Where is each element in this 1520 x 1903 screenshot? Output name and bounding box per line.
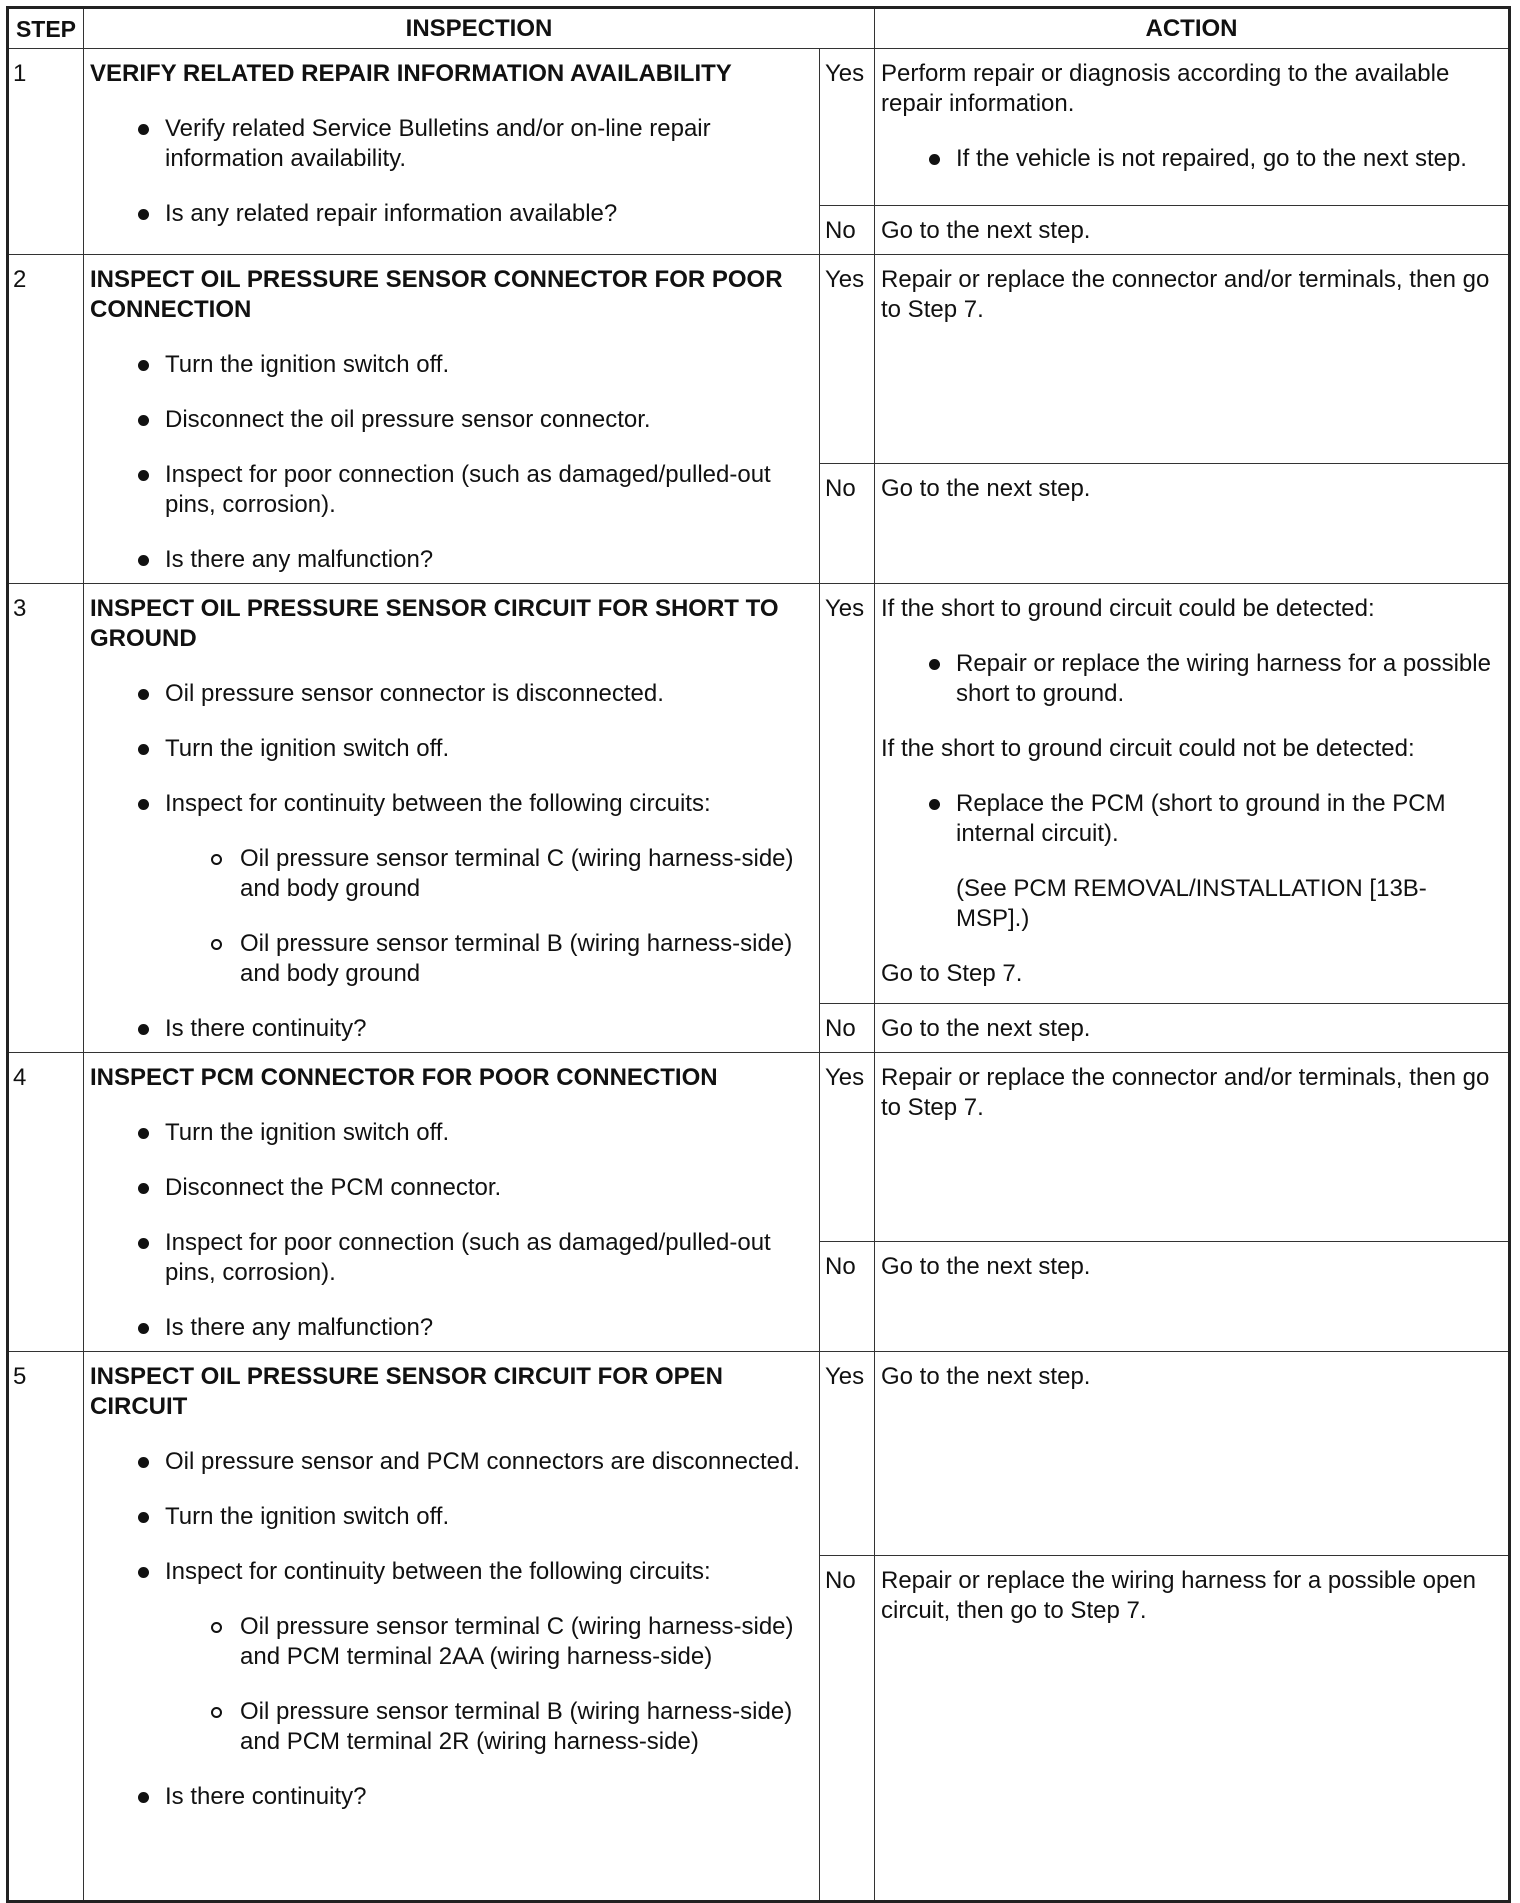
step-number: 1 xyxy=(8,49,84,255)
inspection-title: INSPECT OIL PRESSURE SENSOR CONNECTOR FOR POOR CONNECTION xyxy=(90,266,783,323)
inspection-bullet: Turn the ignition switch off. xyxy=(90,734,809,764)
inspection-question: Is there continuity? xyxy=(90,1014,809,1044)
step-header: STEP xyxy=(8,8,84,49)
inspection-question: Is there continuity? xyxy=(90,1782,809,1812)
inspection-bullet: Inspect for continuity between the following circuits: xyxy=(90,1557,809,1587)
yes-label: Yes xyxy=(820,584,875,1004)
yes-action xyxy=(875,584,1510,1004)
step-number: 3 xyxy=(8,584,84,1053)
step-1-yes-row xyxy=(8,49,1510,206)
yes-action: Repair or replace the connector and/or terminals, then go to Step 7. xyxy=(875,255,1510,464)
inspection-bullet: Oil pressure sensor connector is disconnected. xyxy=(90,679,809,709)
yes-action: Go to the next step. xyxy=(875,1352,1510,1556)
action-text: If the short to ground circuit could not be detected: xyxy=(881,735,1415,762)
yes-label: Yes xyxy=(820,1352,875,1556)
inspection-bullet: Inspect for poor connection (such as damaged/pulled-out pins, corrosion). xyxy=(90,460,809,520)
no-action: Repair or replace the wiring harness for a possible open circuit, then go to Step 7. xyxy=(875,1556,1510,1902)
inspection-bullet: Oil pressure sensor and PCM connectors are disconnected. xyxy=(90,1447,809,1477)
inspection-cell xyxy=(84,255,820,584)
header-row xyxy=(8,8,1510,49)
action-text: Perform repair or diagnosis according to the available repair information. xyxy=(881,60,1450,117)
step-number: 2 xyxy=(8,255,84,584)
step-5-yes-row xyxy=(8,1352,1510,1556)
no-action: Go to the next step. xyxy=(875,463,1510,583)
action-text: If the short to ground circuit could be detected: xyxy=(881,595,1375,622)
no-label: No xyxy=(820,1556,875,1902)
step-number: 4 xyxy=(8,1053,84,1352)
step-number: 5 xyxy=(8,1352,84,1902)
no-label: No xyxy=(820,463,875,583)
inspection-subbullet: Oil pressure sensor terminal B (wiring harness-side) and body ground xyxy=(90,929,809,989)
inspection-question: Is there any malfunction? xyxy=(90,1313,809,1343)
diagnostic-table xyxy=(6,6,1511,1903)
step-4-yes-row xyxy=(8,1053,1510,1242)
yes-label: Yes xyxy=(820,49,875,206)
yes-label: Yes xyxy=(820,255,875,464)
no-label: No xyxy=(820,206,875,255)
inspection-subbullet: Oil pressure sensor terminal C (wiring harness-side) and PCM terminal 2AA (wiring harness-side) xyxy=(90,1612,809,1672)
yes-action xyxy=(875,49,1510,206)
inspection-bullet: Turn the ignition switch off. xyxy=(90,1502,809,1532)
inspection-title: INSPECT OIL PRESSURE SENSOR CIRCUIT FOR SHORT TO GROUND xyxy=(90,595,779,652)
inspection-bullet: Turn the ignition switch off. xyxy=(90,350,809,380)
inspection-title: VERIFY RELATED REPAIR INFORMATION AVAILABILITY xyxy=(90,60,732,87)
inspection-bullet: Turn the ignition switch off. xyxy=(90,1118,809,1148)
no-action: Go to the next step. xyxy=(875,1241,1510,1351)
step-2-yes-row xyxy=(8,255,1510,464)
inspection-cell xyxy=(84,584,820,1053)
action-header: ACTION xyxy=(875,8,1510,49)
inspection-bullet: Verify related Service Bulletins and/or on-line repair information availability. xyxy=(90,114,809,174)
inspection-question: Is any related repair information available? xyxy=(90,199,809,229)
action-reference: (See PCM REMOVAL/INSTALLATION [13B-MSP].) xyxy=(956,875,1427,932)
inspection-cell xyxy=(84,1053,820,1352)
action-text: Go to Step 7. xyxy=(881,960,1023,987)
inspection-bullet: Inspect for continuity between the following circuits: xyxy=(90,789,809,819)
inspection-title: INSPECT OIL PRESSURE SENSOR CIRCUIT FOR OPEN CIRCUIT xyxy=(90,1363,723,1420)
step-3-yes-row xyxy=(8,584,1510,1004)
yes-label: Yes xyxy=(820,1053,875,1242)
no-label: No xyxy=(820,1004,875,1053)
yes-action: Repair or replace the connector and/or terminals, then go to Step 7. xyxy=(875,1053,1510,1242)
inspection-question: Is there any malfunction? xyxy=(90,545,809,575)
no-action: Go to the next step. xyxy=(875,206,1510,255)
inspection-subbullet: Oil pressure sensor terminal C (wiring harness-side) and body ground xyxy=(90,844,809,904)
inspection-bullet: Disconnect the PCM connector. xyxy=(90,1173,809,1203)
inspection-title: INSPECT PCM CONNECTOR FOR POOR CONNECTION xyxy=(90,1064,718,1091)
action-bullet: Repair or replace the wiring harness for a possible short to ground. xyxy=(881,649,1500,709)
inspection-cell xyxy=(84,49,820,255)
inspection-subbullet: Oil pressure sensor terminal B (wiring harness-side) and PCM terminal 2R (wiring harness-side) xyxy=(90,1697,809,1757)
inspection-bullet: Disconnect the oil pressure sensor connector. xyxy=(90,405,809,435)
inspection-bullet: Inspect for poor connection (such as damaged/pulled-out pins, corrosion). xyxy=(90,1228,809,1288)
action-bullet: If the vehicle is not repaired, go to the next step. xyxy=(881,144,1500,174)
no-label: No xyxy=(820,1241,875,1351)
no-action: Go to the next step. xyxy=(875,1004,1510,1053)
inspection-header: INSPECTION xyxy=(84,8,875,49)
inspection-cell xyxy=(84,1352,820,1902)
action-bullet: Replace the PCM (short to ground in the PCM internal circuit). xyxy=(881,789,1500,849)
